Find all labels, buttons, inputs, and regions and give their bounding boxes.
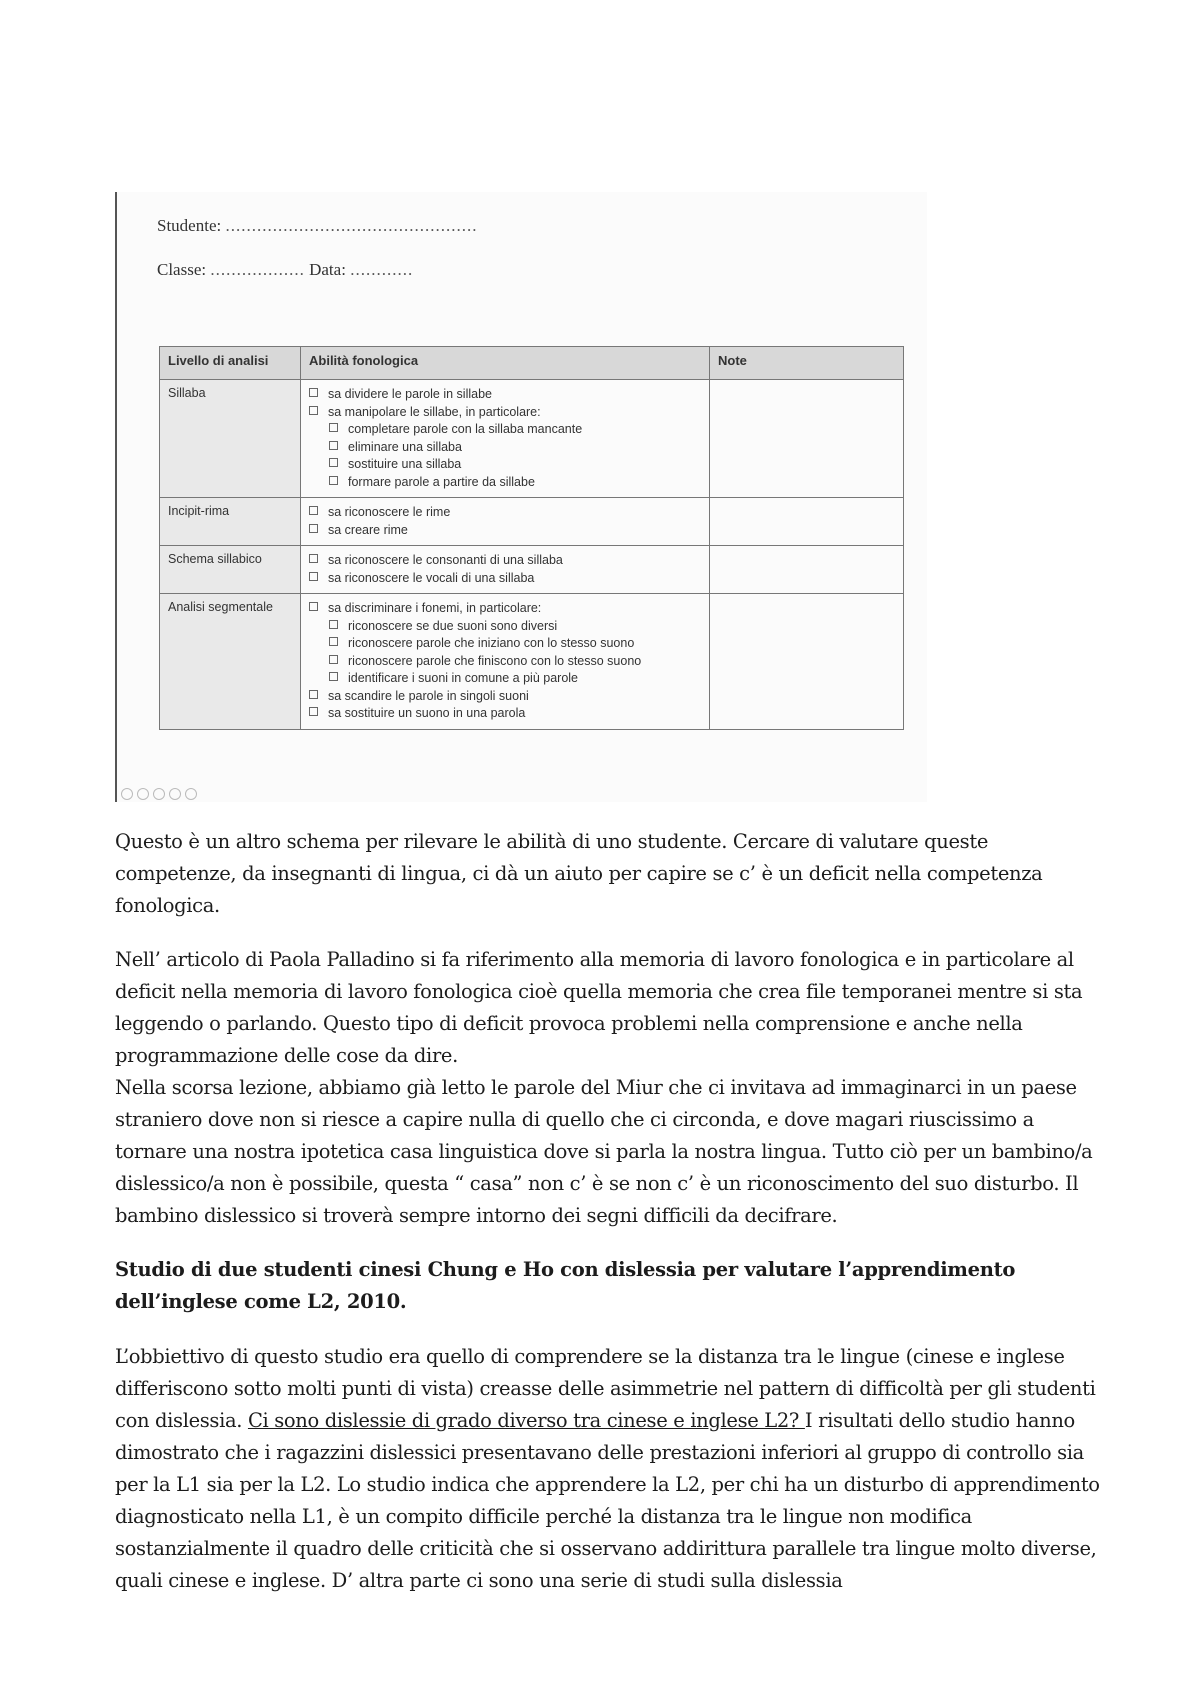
level-cell: Schema sillabico [160, 546, 301, 594]
checkbox-icon [329, 620, 338, 629]
skill-item [309, 404, 701, 422]
footer-circle-icon [169, 788, 181, 800]
paragraph-schema: Questo è un altro schema per rilevare le abilità di uno studente. Cercare di valutare queste competenze, da insegnanti di lingua, ci dà un aiuto per capire se c’ è un deficit nella competenza fonologica. [115, 830, 1043, 917]
skill-text: sa dividere le parole in sillabe [328, 387, 492, 401]
skill-item [309, 688, 701, 706]
skill-text: sa manipolare le sillabe, in particolare: [328, 404, 541, 419]
checkbox-icon [309, 554, 318, 563]
study-text-b: I risultati dello studio hanno dimostrato che i ragazzini dislessici presentavano delle prestazioni inferiori al gruppo di controllo sia per la L1 sia per la L2. Lo studio indica che apprendere la L2, per chi ha un disturbo di apprendimento diagnosticato nella L1, è un compito difficile perché la distanza tra le lingue non modifica sostanzialmente il quadro delle criticità che si osservano addirittura parallele tra lingue molto diverse, quali cinese e inglese. D’ altra parte ci sono una serie di studi sulla dislessia [115, 1409, 1100, 1592]
skills-cell [301, 546, 710, 594]
class-label: Classe: [157, 260, 207, 279]
table-body [160, 380, 904, 730]
table-row [160, 594, 904, 730]
checkbox-icon [329, 423, 338, 432]
footer-circle-icon [153, 788, 165, 800]
skill-item [309, 522, 701, 540]
date-dots: ............ [350, 260, 414, 279]
header-level: Livello di analisi [160, 347, 301, 380]
class-dots: .................. [210, 260, 305, 279]
student-line [157, 216, 477, 236]
notes-cell [710, 498, 904, 546]
checkbox-icon [329, 637, 338, 646]
skill-text: completare parole con la sillaba mancante [348, 422, 583, 436]
level-cell: Incipit-rima [160, 498, 301, 546]
checkbox-icon [329, 441, 338, 450]
skills-table [159, 346, 904, 730]
skill-text: riconoscere parole che iniziano con lo stesso suono [348, 636, 635, 650]
level-cell: Sillaba [160, 380, 301, 498]
table-row [160, 546, 904, 594]
image-footer-icons [121, 788, 197, 800]
footer-circle-icon [137, 788, 149, 800]
skill-item [309, 570, 701, 588]
student-dots: ................................................ [225, 216, 478, 235]
skill-text: identificare i suoni in comune a più parole [348, 671, 578, 685]
skill-text: sa discriminare i fonemi, in particolare: [328, 601, 542, 615]
skill-text: sa sostituire un suono in una parola [328, 706, 526, 720]
checkbox-icon [309, 602, 318, 611]
skill-text: riconoscere parole che finiscono con lo stesso suono [348, 653, 642, 668]
skill-item [309, 635, 701, 653]
skill-item [309, 456, 701, 474]
footer-circle-icon [121, 788, 133, 800]
skill-text: sa riconoscere le vocali di una sillaba [328, 570, 535, 585]
table-header-row [160, 347, 904, 380]
checkbox-icon [309, 388, 318, 397]
header-notes: Note [710, 347, 904, 380]
skill-item [309, 439, 701, 457]
checkbox-icon [329, 672, 338, 681]
checkbox-icon [329, 476, 338, 485]
skill-item [309, 552, 701, 570]
checkbox-icon [309, 406, 318, 415]
skills-cell [301, 380, 710, 498]
paragraph-miur: Nella scorsa lezione, abbiamo già letto le parole del Miur che ci invitava ad immaginarci in un paese straniero dove non si riesce a capire nulla di quello che ci circonda, e dove magari riuscissimo a tornare una nostra ipotetica casa linguistica dove si parla la nostra lingua. Tutto ciò per un bambino/a dislessico/a non è possibile, questa “ casa” non c’ è se non c’ è un riconoscimento del suo disturbo. Il bambino dislessico si troverà sempre intorno dei segni difficili da decifrare. [115, 1076, 1093, 1227]
skill-text: sa riconoscere le rime [328, 505, 451, 519]
checkbox-icon [309, 707, 318, 716]
checkbox-icon [309, 690, 318, 699]
paragraph-palladino: Nell’ articolo di Paola Palladino si fa riferimento alla memoria di lavoro fonologica e in particolare al deficit nella memoria di lavoro fonologica cioè quella memoria che crea file temporanei mentre si sta leggendo o parlando. Questo tipo di deficit provoca problemi nella comprensione e anche nella programmazione delle cose da dire. [115, 948, 1083, 1067]
skill-item [309, 670, 701, 688]
skill-text: formare parole a partire da sillabe [348, 474, 535, 489]
skill-item [309, 600, 701, 618]
skill-item [309, 653, 701, 671]
skill-text: sa scandire le parole in singoli suoni [328, 688, 529, 703]
notes-cell [710, 380, 904, 498]
skill-text: eliminare una sillaba [348, 439, 462, 454]
study-text-a: L’obbiettivo di questo studio era quello di comprendere se la distanza tra le lingue (cinese e inglese differiscono sotto molti punti di vista) creasse delle asimmetrie nel pattern di difficoltà per gli studenti con dislessia. [115, 1345, 1096, 1432]
checkbox-icon [309, 506, 318, 515]
paragraph-study [115, 1341, 1105, 1597]
student-label: Studente: [157, 216, 222, 235]
skill-item [309, 386, 701, 404]
skill-text: sostituire una sillaba [348, 457, 462, 471]
checkbox-icon [309, 524, 318, 533]
skill-item [309, 421, 701, 439]
notes-cell [710, 546, 904, 594]
header-skill: Abilità fonologica [301, 347, 710, 380]
skill-item [309, 705, 701, 723]
checkbox-icon [309, 572, 318, 581]
footer-circle-icon [185, 788, 197, 800]
notes-cell [710, 594, 904, 730]
phonological-skills-form-image [115, 192, 927, 802]
checkbox-icon [329, 655, 338, 664]
skill-item [309, 474, 701, 492]
class-date-line [157, 260, 413, 280]
skill-item [309, 618, 701, 636]
date-label: Data: [309, 260, 346, 279]
skill-item [309, 504, 701, 522]
skill-text: riconoscere se due suoni sono diversi [348, 618, 558, 633]
section-heading: Studio di due studenti cinesi Chung e Ho con dislessia per valutare l’apprendimento dell’inglese come L2, 2010. [115, 1258, 1016, 1313]
table-row [160, 380, 904, 498]
level-cell: Analisi segmentale [160, 594, 301, 730]
skills-cell [301, 498, 710, 546]
checkbox-icon [329, 458, 338, 467]
study-question-underlined: Ci sono dislessie di grado diverso tra cinese e inglese L2? [247, 1409, 805, 1432]
skills-cell [301, 594, 710, 730]
skill-text: sa creare rime [328, 522, 408, 537]
skill-text: sa riconoscere le consonanti di una sillaba [328, 553, 563, 567]
table-row [160, 498, 904, 546]
